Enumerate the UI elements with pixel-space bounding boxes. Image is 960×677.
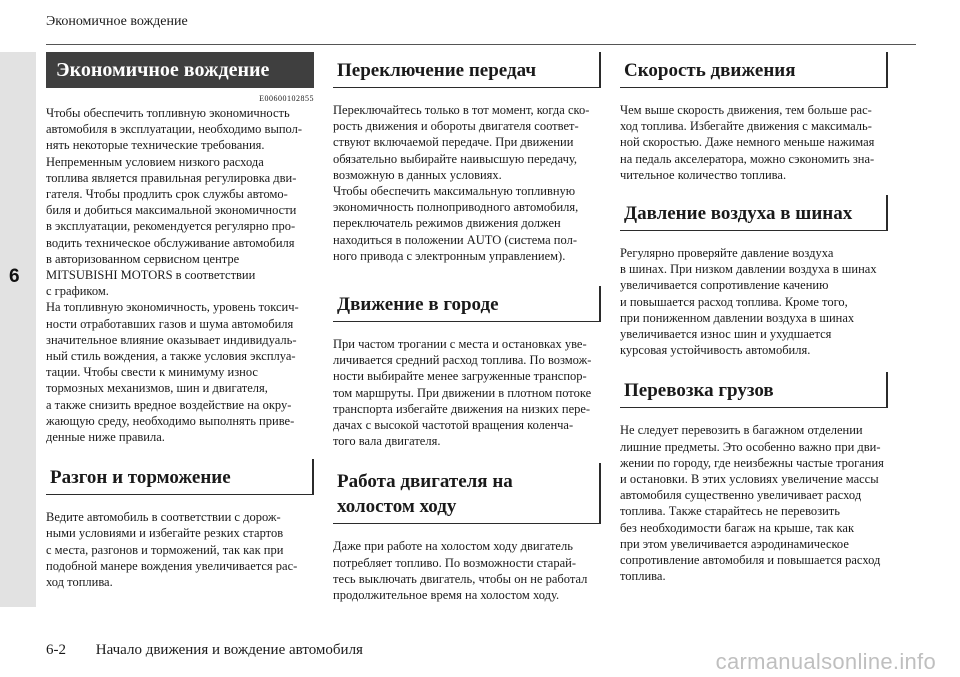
section-text-acceleration-braking: Ведите автомобиль в соответствии с дорож- ными условиями и избегайте резких стартов с места, разгонов и торможений, так как при подобной манере вождения увеличивается рас- ход топлива. — [46, 510, 298, 590]
section-title-engine-idling: Работа двигателя на холостом ходу — [333, 463, 601, 524]
column-3 — [620, 52, 888, 584]
section-title-economical-driving: Экономичное вождение — [46, 52, 314, 88]
section-title-driving-speed: Скорость движения — [620, 52, 888, 88]
chapter-number: 6 — [9, 266, 20, 287]
section-text-driving-speed: Чем выше скорость движения, тем больше рас- ход топлива. Избегайте движения с максималь- ной скоростью. Даже немного меньше нажимая на педаль акселератора, можно сэкономить зна- чительное количество топлива. — [620, 103, 875, 182]
watermark-text: carmanualsonline.info — [715, 649, 936, 674]
footer-chapter-title: Начало движения и вождение автомобиля — [95, 642, 363, 658]
header-rule — [46, 44, 916, 45]
page-footer — [46, 642, 363, 659]
page-number: 6-2 — [46, 642, 66, 658]
chapter-side-tab — [0, 52, 36, 607]
section-title-city-driving: Движение в городе — [333, 286, 601, 322]
section-title-cargo-transport: Перевозка грузов — [620, 372, 888, 408]
section-text-city-driving: При частом трогании с места и остановках уве- личивается средний расход топлива. По возмож- ности выбирайте менее загруженные транспор- том маршруты. При движении в плотном потоке транспорта избегайте движения на низких пере- дачах с высокой частотой вращения коленча- того вала двигателя. — [333, 337, 592, 449]
section-text-tire-pressure: Регулярно проверяйте давление воздуха в шинах. При низком давлении воздуха в шинах увеличивается сопротивление качению и повышается расход топлива. Кроме того, при пониженном давлении воздуха в шинах увеличивается износ шин и ухудшается курсовая устойчивость автомобиля. — [620, 246, 877, 358]
section-text-gear-shifting: Переключайтесь только в тот момент, когда ско- рость движения и обороты двигателя соответ- ствуют включаемой передаче. При движении обязательно выбирайте наивысшую передачу, возможную в данных условиях. Чтобы обеспечить максимальную топливную экономичность полноприводного автомобиля, переключатель режимов движения должен находиться в положении AUTO (система пол- ного привода с электронным управлением). — [333, 103, 590, 263]
section-title-tire-pressure: Давление воздуха в шинах — [620, 195, 888, 231]
column-1 — [46, 52, 314, 590]
document-code: E00600102855 — [259, 94, 314, 103]
section-title-acceleration-braking: Разгон и торможение — [46, 459, 314, 495]
section-text-engine-idling: Даже при работе на холостом ходу двигатель потребляет топливо. По возможности старай- тесь выключать двигатель, чтобы он не работал продолжительное время на холостом ходу. — [333, 539, 588, 603]
section-text-economical-driving: Чтобы обеспечить топливную экономичность автомобиля в эксплуатации, необходимо выпол- нять некоторые технические требования. Непременным условием низкого расхода топлива является правильная регулировка дви- гателя. Чтобы продлить срок службы автомо- биля и добиться максимальной экономичности в эксплуатации, рекомендуется регулярно про- водить техническое обслуживание автомобиля в авторизованном сервисном центре MITSUBISHI MOTORS в соответствии с графиком. На топливную экономичность, уровень токсич- ности отработавших газов и шума автомобиля значительное влияние оказывает индивидуаль- ный стиль вождения, а также условия эксплуа- тации. Чтобы свести к минимуму износ тормозных механизмов, шин и двигателя, а также снизить вредное воздействие на окру- жающую среду, необходимо выполнять приве- денные ниже правила. — [46, 106, 303, 445]
running-header: Экономичное вождение — [46, 14, 188, 29]
section-text-cargo-transport: Не следует перевозить в багажном отделении лишние предметы. Это особенно важно при дви- жении по городу, где неизбежны частые трогания и остановки. В этих условиях увеличение массы автомобиля существенно увеличивает расход топлива. Также старайтесь не перевозить без необходимости багаж на крыше, так как при этом увеличивается аэродинамическое сопротивление автомобиля и повышается расход топлива. — [620, 423, 884, 584]
column-2 — [333, 52, 601, 603]
section-title-gear-shifting: Переключение передач — [333, 52, 601, 88]
